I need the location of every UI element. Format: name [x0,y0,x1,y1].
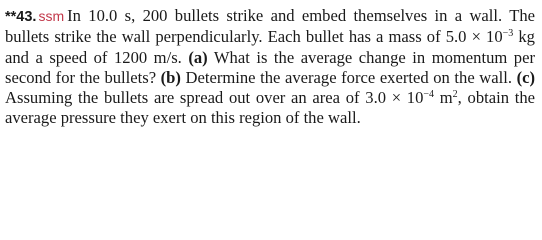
ssm-tag: ssm [38,8,65,24]
area-unit-exponent: 2 [452,89,458,101]
area-unit: m [434,88,453,108]
problem-intro: In 10.0 s, 200 bullets strike and embed themselves in a wall. The bullets strike the wall perpendicularly. Each bullet has a mass of 5.0 × 10 [5,6,535,47]
mass-exponent: −3 [502,28,514,40]
part-b-label: (b) [160,67,181,87]
problem-43 [5,6,535,129]
mass-rest: kg and a speed of 1200 m/s. [5,27,535,67]
problem-number: **43. [5,9,37,25]
area-exponent: −4 [423,89,435,101]
part-c-text: Assuming the bullets are spread out over an area of 3.0 × 10 [5,88,424,108]
part-a-text: What is the average change in momentum per second for the bullets? [5,47,535,87]
problem-tail: , obtain the average pressure they exert on this region of the wall. [5,88,535,128]
part-b-text: Determine the average force exerted on the wall. [180,67,517,87]
part-c-label: (c) [516,67,535,87]
part-a-label: (a) [188,47,208,67]
